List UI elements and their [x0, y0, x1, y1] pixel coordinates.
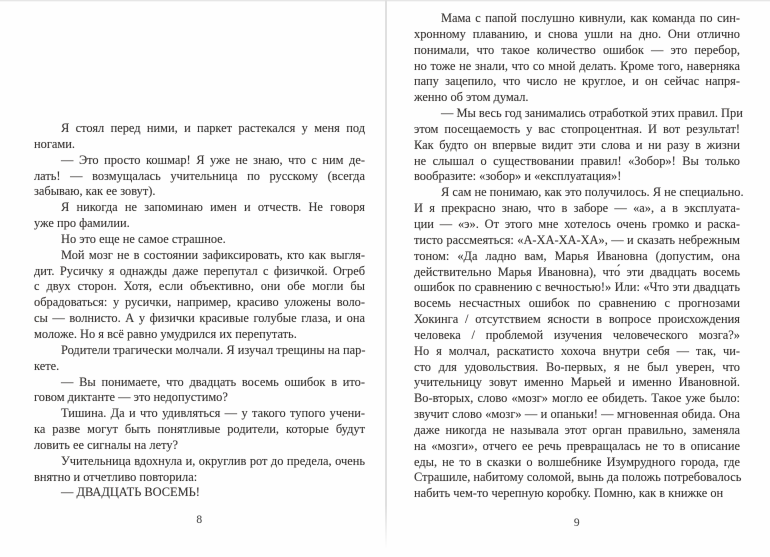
text-line: Страшиле, набитому соломой, вынь да положь потребовалось [414, 470, 742, 485]
text-line: тисто рассмеяться: «А-ХА-ХА-ХА», — и сказать небрежным [414, 232, 740, 247]
text-line: хронному плаванию, и снова ушли на дно. Они отлично [414, 26, 740, 41]
text-line: Хокинга / отсутствием ясности в вопросе происхождения [414, 312, 740, 327]
text-line: понимали, что такое количество ошибок — это перебор, [414, 42, 740, 57]
text-line: звучит слово «мозг» — и опаньки! — мгновенная обида. Она [414, 407, 740, 422]
text-line: на «мозги», отчего ее речь превращалась не то в описание [414, 438, 740, 453]
text-line: но тоже не знали, что со мной делать. Кроме того, наверняка [414, 58, 740, 73]
text-line: — Мы весь год занимались отработкой этих правил. При [441, 106, 743, 121]
text-line: дит. Русичку я однажды даже перепутал с физичкой. Огреб [34, 263, 365, 278]
text-line: учительницу зовут именно Марьей и именно Ивановной. [414, 375, 740, 390]
page-left-text [34, 121, 365, 501]
text-line: ловить ее сигналы на лету? [34, 437, 179, 452]
text-line: Родители трагически молчали. Я изучал трещины на пар- [61, 342, 366, 357]
text-line: человека / проблемой изучения человеческого мозга?» [414, 327, 740, 342]
text-line: ошибок по сравнению с вечностью!» Или: «Что эти двадцать [414, 280, 740, 295]
text-line: действительно Марья Ивановна), что́ эти двадцать восемь [414, 264, 740, 279]
text-line: Я стоял перед ними, и паркет растекался у меня под [61, 121, 365, 135]
text-line: женно об этом думал. [414, 90, 529, 105]
text-line: Я сам не понимаю, как это получилось. Я не специально. [441, 185, 744, 200]
spine-divider [385, 0, 387, 549]
text-line: Я никогда не запоминаю имен и отчеств. Не говоря [61, 200, 365, 215]
text-line: Тишина. Да и что удивляться — у такого тупого учени- [61, 406, 365, 421]
text-line: внятно и отчетливо повторила: [34, 469, 198, 484]
text-line: Мой мозг не в состоянии зафиксировать, кто как выгля- [61, 247, 365, 262]
text-line: ногами. [34, 136, 75, 151]
text-line: забываю, как ее зовут). [34, 184, 156, 199]
text-line: тоном: «Да ладно вам, Марья Ивановна (допустим, она [414, 248, 740, 263]
text-line: набить чем-то черепную коробку. Помню, как в книжке он [414, 486, 724, 501]
text-line: Как будто он впервые видит эти слова и ни разу в жизни [414, 137, 740, 152]
text-line: И я прекрасно знаю, что в заборе — «а», а в эксплуата- [414, 201, 740, 216]
text-line: сы — волнисто. А у физички красивые голубые глаза, и она [34, 311, 365, 326]
text-line: даже никогда не называла этот орган правильно, заменяла [414, 422, 740, 437]
text-line: Во-вторых, слово «мозг» могло ее обидеть. Такое уже было: [414, 391, 740, 406]
text-line: — Вы понимаете, что двадцать восемь ошибок в ито- [61, 374, 365, 389]
text-line: папу зацепило, что число не круглое, и он сейчас напря- [414, 74, 740, 89]
text-line: лать! — возмущалась учительница по русскому (всегда [34, 168, 365, 183]
text-line: восемь несчастных ошибок по сравнению с прогнозами [414, 296, 740, 311]
text-line: — Это просто кошмар! Я уже не знаю, что с ним де- [61, 152, 365, 167]
text-line: этом посещаемость у вас стопроцентная. И вот результат! [414, 121, 740, 136]
text-line: не слышал о существовании правил! «Зобор»! Вы только [414, 153, 740, 168]
text-line: Учительница вдохнула и, округлив рот до предела, очень [61, 453, 365, 468]
text-line: с двух сторон. Хотя, если объективно, они обе могли бы [34, 279, 365, 294]
text-line: Но я молчал, раскатисто хохоча внутри себя — так, чи- [414, 343, 740, 358]
page-number-right: 9 [573, 517, 581, 529]
text-line: уже про фамилии. [34, 216, 130, 231]
page-number-left: 8 [196, 514, 203, 526]
text-line: еды, не то в сказки о волшебнике Изумрудного города, где [414, 454, 740, 469]
text-line: говом диктанте — это недопустимо? [34, 390, 228, 405]
text-line: ции — «э». От этого мне хотелось очень громко и раска- [414, 216, 740, 231]
text-line: обрадоваться: у русички, например, красиво уложены воло- [34, 295, 365, 310]
text-line: Мама с папой послушно кивнули, как команда по син- [441, 11, 740, 25]
text-line: кете. [34, 358, 60, 373]
text-line: моложе. Но я всё равно умудрился их перепутать. [34, 326, 297, 341]
text-line: — ДВАДЦАТЬ ВОСЕМЬ! [61, 485, 200, 500]
page-right-text [414, 11, 744, 502]
text-line: ка разве могут быть понятливые родители, которые будут [34, 422, 365, 437]
text-line: вообразите: «зобор» и «експлуатация»! [414, 169, 622, 184]
text-line: Но это еще не самое страшное. [61, 231, 226, 246]
text-line: сто для удовольствия. Во-первых, я не был уверен, что [414, 359, 740, 374]
